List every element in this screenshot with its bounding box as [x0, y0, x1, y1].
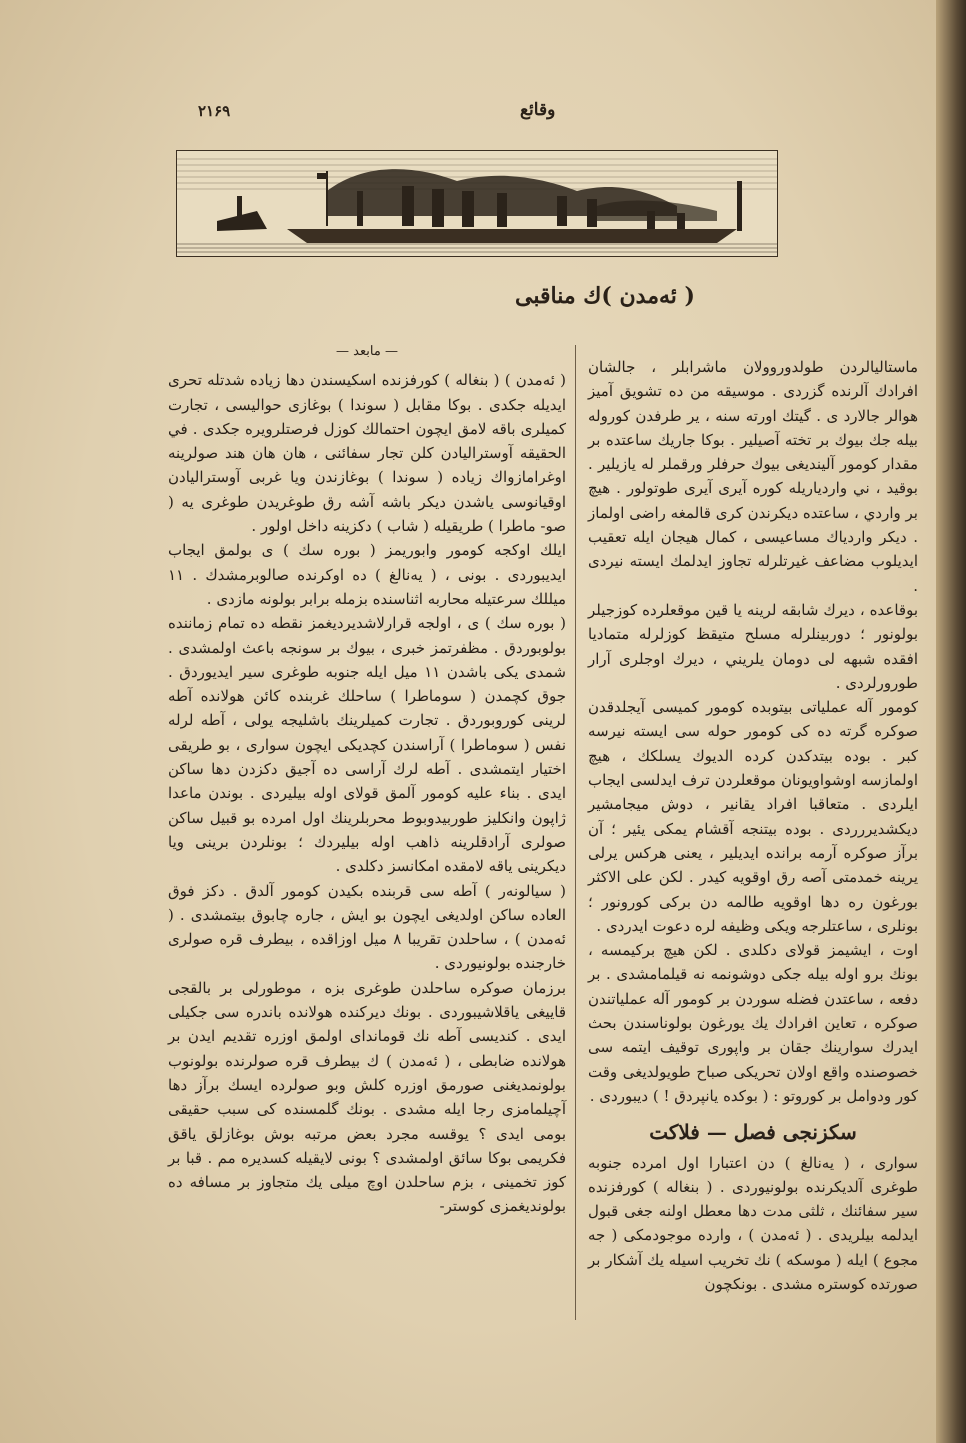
journal-name: وقائع [520, 100, 556, 120]
paragraph: ماستاليالردن طولدوروولان ماشرابلر ، جالشان افرادك آلرنده گزردى . موسيقه من ده تشويق آميز هوالر جالارد ى . گيتك اورته سنه ، ير طرفدن كوروله بيله جك بيوك بر تخته آصيلير . بوكا جاريك ساعتده بر مقدار كومور آلينديغى بيوك حرفلر ورقملر له يازيلير . بوقيد ، ني واردياريله كوره آيرى آيرى طوتولور . هيچ بر واردي ، ساعتده ديكرندن كرى قالمغه راضى اولماز . ديكر واردياك مساعيسى ، كمال هيجان ايله تعقيب ايديلوب مضاعف غيرتلرله تجاوز ايدلمك ايسته نيردى . [588, 358, 918, 595]
continued-marker: — مابعد — [336, 344, 398, 359]
left-column [168, 340, 566, 1219]
page-number: ۲۱۶۹ [198, 102, 231, 120]
article-title: ( ئەمدن )ك مناقبى [515, 283, 695, 309]
column-divider [575, 345, 576, 1320]
page-header [180, 100, 760, 130]
paragraph: برزمان صوكره ساحلدن طوغرى بزه ، موطورلى بر بالقجى قاييغى ياقلاشيبوردى . بونك ديركنده هولانده باندره سى جكيلى ايدى . كنديسى آطه نك قومانداى اولمق اوزره تقديم ايدن بر هولانده ضابطى ، ( ئەمدن ) ك بيطرف قره صولرنده بولونوب بولونمديغنى صورمق اوزره كلش وبو صولرده ايسك برآز دها آچيلمامزى رجا ايله مشدى . بونك گلمسنده كى سبب حقيقى بومى ايدى ؟ يوقسه مجرد بعض مرتبه بوش بوغازلق ياقق فكريمى بوكا سائق اولمشدى ؟ بونى لايقيله كسديره مم . قبا بر كوز تخمينى ، بزم ساحلدن اوچ ميلى يك متجاوز بر مسافه ده بولونديغمزى كوستر- [168, 978, 566, 1216]
section-heading: سكزنجى فصل — فلاكت [649, 1120, 857, 1145]
paragraph: ( بوره سك ) ى ، اولجه قرارلاشديرديغمز نقطه ده تمام زماننده بولوبوردق . مظفرتمز خبرى ، بيوك بر سونجه باعث اولمشدى . شمدى يكى باشدن ۱۱ ميل ايله جنوبه طوغرى سير ايديوردق . جوق كچمدن ( سوماطرا ) ساحلك غربنده كائن هولانده آطه لرينى كوروبوردق . تجارت كميلرينك باشليجه يولى ، آطه لرله نفس ( سوماطرا ) آراسندن كچديكى ايچون سوارى ، بو طريقى اختيار ايتمشدى . آطه لرك آراسى ده آجيق دكزدن دها ساكن ايدى . بناء عليه كومور آلمق قولاى اوله بيليردى . بوندن ماعدا ژاپون وانكليز طوربيدوبوط محربلرينك اول امرده بو قبيل ساكن صولرى آرادقلرينه ذاهب اوله بيليردك ؛ بونلردن برينى ويا ديكرينى ياقه لامقده امكانسز دكلدى . [168, 614, 566, 876]
paragraph: اوت ، ايشيمز قولاى دكلدى . لكن هيچ بركيمسه ، بونك برو اوله بيله جكى دوشونمه نه قيلمامشدى . بر دفعه ، ساعتدن فضله سوردن بر كومور آله عملياتندن صوكره ، تعاين افرادك يك يورغون بولوناسندن بحث ايدرك سوارينك جقان بر واپورى توقيف ايتمه سى خصوصنده واقع اولان تحريكى صباح طويولديغى وقت كور ودوامل بر كوروتو : ( بوكده يانپردق ! ) ديبوردى . [588, 941, 918, 1105]
right-column [588, 355, 918, 1296]
warship-illustration [177, 151, 777, 256]
paragraph: ( سيالونەر ) آطه سى قربنده بكيدن كومور آلدق . دكز فوق العاده ساكن اولديغى ايچون بو ايش ، جاره چابوق بيتمشدى . ( ئەمدن ) ، ساحلدن تقريبا ۸ ميل اوزاقده ، بيطرف قره صولرى خارجنده بولونيوردى . [168, 881, 566, 973]
paragraph: كومور آله عملياتى بيتوبده كومور كميسى آيجلدقدن صوكره گرته ده كى كومور حوله سى ايسته نيرسه كبر . بوده بيتدكدن كرده الديوك يسلكك ، هيچ اولمازسه اوشواويونان موقعلردن ترف ايدلسى ايجاب ايلردى . متعاقبا افراد يقانير ، دوش ميجامشير ديكشديررردى . بوده بيتنجه آقشام يمكى يئير ؛ آن برآز صوكره آرمه برانده ايديلير ، يعنى هركس يرلى يرينه خمدمتى آصه رق اوقويه كيدر . لكن على الاكثر بورغون ره دها اوقويه طالمه دن بركى كورونور ؛ بونلرى ، ساعتلرجه ويكى وظيفه لره دعوت ايدردى . [588, 698, 918, 935]
paragraph: سوارى ، ( يەنالغ ) دن اعتبارا اول امرده جنوبه طوغرى آلديكرنده بولونيوردى . ( بنغاله ) كورفزنده سير سفائنك ، ثلثى مدت دها معطل اولنه جغى قبول ايدلمه بيلريدى . ( ئەمدن ) ، وارده موجودمكى ( جه مجوع ) ايله ( موسكه ) نك تخريب اسيله يك آشكار بر صورتده كوستره مشدى . بونكچون [588, 1153, 918, 1293]
binding-edge [936, 0, 966, 1443]
paragraph: ( ئەمدن ) ( بنغاله ) كورفزنده اسكيسندن دها زياده شدتله تحرى ايديله جكدى . بوكا مقابل ( سوندا ) بوغازى حواليسى ، تجارت كميلرى باقه لامق ايچون احتمالك كوزل فرصتلرويره جكدى . في الحقيقه آوستراليادن كلن تجار سفائنى ، هان هان هند صولرينه اوغرامازواك زياده ( سوندا ) بوغازندن ويا غربى آوستراليادن اوقيانوسى ياشدن ديكر باشه آشه رق طوغريدن طوغرى يه ( صو- ماطرا ) طريقيله ( شاب ) دكزينه داخل اولور . [168, 371, 566, 536]
warship-engraving [176, 150, 778, 257]
paragraph: ايلك اوكجه كومور وابوريمز ( بوره سك ) ى بولمق ايجاب ايديبوردى . بونى ، ( يەنالغ ) ده اوكرنده صالوبرمشدك . ۱۱ ميللك سرعتيله محاربه اثناسنده بزمله برابر بولونه مازدى . [168, 541, 566, 608]
paragraph: بوقاعده ، ديرك شابقه لرينه يا قين موقعلرده كوزجيلر بولونور ؛ دوربينلرله مسلح متيقظ كوزلرله متماديا افقده شبهه لى دومان يلريني ، ديرك اوجلرى آرار طورورلردى . [588, 600, 918, 692]
